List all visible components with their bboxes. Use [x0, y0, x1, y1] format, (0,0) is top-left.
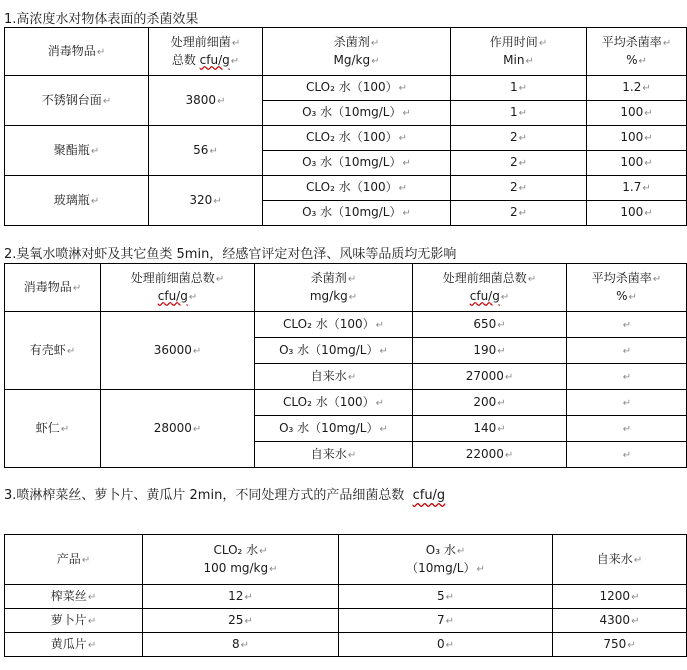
after-cell: 22000↵: [413, 442, 567, 468]
time-cell: 2↵: [451, 176, 587, 201]
product-cell: 榨菜丝↵: [5, 585, 143, 609]
header-cell: 消毒物品↵: [5, 28, 149, 76]
agent-cell: CLO₂ 水（100）↵: [255, 390, 413, 416]
header-cell: O₃ 水↵ （10mg/L）↵: [339, 535, 553, 585]
rate-cell: 1.7↵: [587, 176, 687, 201]
header-cell: 平均杀菌率↵ %↵: [587, 28, 687, 76]
table1-header-row: [5, 28, 687, 76]
product-cell: 黄瓜片↵: [5, 633, 143, 657]
header-cell: 平均杀菌率↵ %↵: [567, 264, 687, 312]
table2: [4, 263, 687, 468]
table3-caption: [4, 484, 445, 503]
agent-cell: O₃ 水（10mg/L）↵: [255, 416, 413, 442]
item-cell: 不锈钢台面↵: [5, 76, 149, 126]
agent-cell: O₃ 水（10mg/L）↵: [263, 151, 451, 176]
agent-cell: CLO₂ 水（100）↵: [263, 76, 451, 101]
header-cell: CLO₂ 水↵ 100 mg/kg↵: [143, 535, 339, 585]
table-row: [5, 585, 687, 609]
header-cell: 自来水↵: [553, 535, 687, 585]
header-cell: 产品↵: [5, 535, 143, 585]
table3-caption-text: 3.喷淋榨菜丝、萝卜片、黄瓜片 2min，不同处理方式的产品细菌总数: [4, 488, 405, 503]
header-cell: 处理前细菌↵ 总数 cfu/g↵: [149, 28, 263, 76]
header-cell: 处理前细菌总数↵ cfu/g↵: [101, 264, 255, 312]
product-cell: 萝卜片↵: [5, 609, 143, 633]
agent-cell: O₃ 水（10mg/L）↵: [255, 338, 413, 364]
time-cell: 2↵: [451, 201, 587, 226]
after-cell: 190↵: [413, 338, 567, 364]
item-cell: 玻璃瓶↵: [5, 176, 149, 226]
table3-caption-unit: cfu/g: [412, 488, 446, 503]
table-row: [5, 176, 687, 201]
time-cell: 1↵: [451, 76, 587, 101]
count-cell: 28000↵: [101, 390, 255, 468]
after-cell: 200↵: [413, 390, 567, 416]
clo2-cell: 12↵: [143, 585, 339, 609]
rate-cell: ↵: [567, 338, 687, 364]
table-row: [5, 390, 687, 416]
agent-cell: CLO₂ 水（100）↵: [255, 312, 413, 338]
tap-cell: 1200↵: [553, 585, 687, 609]
clo2-cell: 8↵: [143, 633, 339, 657]
header-cell: 杀菌剂↵ Mg/kg↵: [263, 28, 451, 76]
o3-cell: 7↵: [339, 609, 553, 633]
table2-caption: 2.臭氧水喷淋对虾及其它鱼类 5min，经感官评定对色泽、风味等品质均无影响: [4, 247, 457, 262]
after-cell: 650↵: [413, 312, 567, 338]
table1: [4, 27, 687, 226]
count-cell: 56↵: [149, 126, 263, 176]
rate-cell: ↵: [567, 416, 687, 442]
rate-cell: ↵: [567, 364, 687, 390]
time-cell: 1↵: [451, 101, 587, 126]
table1-caption: 1.高浓度水对物体表面的杀菌效果: [4, 12, 199, 27]
table-row: [5, 76, 687, 101]
header-cell: 处理前细菌总数↵ cfu/g↵: [413, 264, 567, 312]
agent-cell: CLO₂ 水（100）↵: [263, 126, 451, 151]
o3-cell: 5↵: [339, 585, 553, 609]
tap-cell: 4300↵: [553, 609, 687, 633]
count-cell: 320↵: [149, 176, 263, 226]
agent-cell: O₃ 水（10mg/L）↵: [263, 201, 451, 226]
after-cell: 140↵: [413, 416, 567, 442]
header-cell: 杀菌剂↵ mg/kg↵: [255, 264, 413, 312]
clo2-cell: 25↵: [143, 609, 339, 633]
time-cell: 2↵: [451, 151, 587, 176]
header-cell: 作用时间↵ Min↵: [451, 28, 587, 76]
rate-cell: 1.2↵: [587, 76, 687, 101]
rate-cell: ↵: [567, 390, 687, 416]
table-row: [5, 312, 687, 338]
item-cell: 虾仁↵: [5, 390, 101, 468]
item-cell: 有壳虾↵: [5, 312, 101, 390]
header-cell: 消毒物品↵: [5, 264, 101, 312]
rate-cell: 100↵: [587, 201, 687, 226]
agent-cell: 自来水↵: [255, 364, 413, 390]
tap-cell: 750↵: [553, 633, 687, 657]
agent-cell: O₃ 水（10mg/L）↵: [263, 101, 451, 126]
table3-header-row: [5, 535, 687, 585]
time-cell: 2↵: [451, 126, 587, 151]
after-cell: 27000↵: [413, 364, 567, 390]
table3: [4, 534, 687, 657]
table2-header-row: [5, 264, 687, 312]
rate-cell: ↵: [567, 312, 687, 338]
o3-cell: 0↵: [339, 633, 553, 657]
table-row: [5, 126, 687, 151]
rate-cell: ↵: [567, 442, 687, 468]
table-row: [5, 609, 687, 633]
rate-cell: 100↵: [587, 101, 687, 126]
rate-cell: 100↵: [587, 151, 687, 176]
rate-cell: 100↵: [587, 126, 687, 151]
count-cell: 36000↵: [101, 312, 255, 390]
table-row: [5, 633, 687, 657]
agent-cell: 自来水↵: [255, 442, 413, 468]
agent-cell: CLO₂ 水（100）↵: [263, 176, 451, 201]
count-cell: 3800↵: [149, 76, 263, 126]
item-cell: 聚酯瓶↵: [5, 126, 149, 176]
